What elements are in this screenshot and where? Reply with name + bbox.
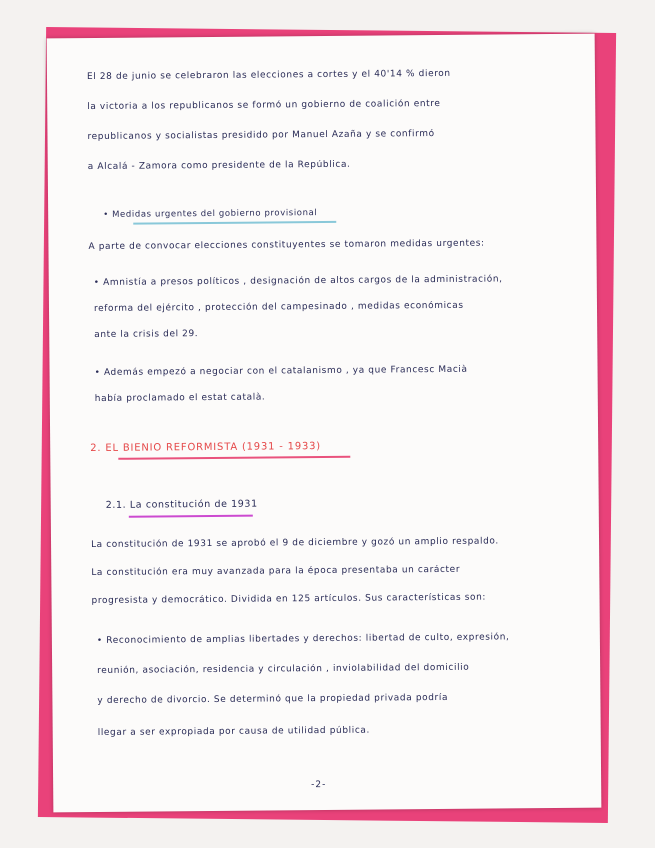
medidas-bullet2-line: había proclamado el estat català.	[94, 392, 266, 404]
medidas-intro: A parte de convocar elecciones constituyentes se tomaron medidas urgentes:	[88, 238, 485, 253]
constitucion-bullet-line: • Reconocimiento de amplias libertades y derechos: libertad de culto, expresión,	[96, 632, 510, 646]
intro-line: la victoria a los republicanos se formó un gobierno de coalición entre	[87, 98, 441, 113]
subheading-medidas: • Medidas urgentes del gobierno provisional	[103, 208, 318, 220]
constitucion-bullet-line: reunión, asociación, residencia y circulación , inviolabilidad del domicilio	[97, 662, 470, 676]
constitucion-bullet-line: y derecho de divorcio. Se determinó que la propiedad privada podría	[97, 692, 449, 706]
medidas-bullet1-line: • Amnistía a presos políticos , designación de altos cargos de la administración,	[93, 274, 503, 289]
constitucion-line: La constitución de 1931 se aprobó el 9 de diciembre y gozó un amplio respaldo.	[91, 536, 499, 551]
constitucion-line: La constitución era muy avanzada para la época presentaba un carácter	[91, 564, 461, 579]
constitucion-bullet-line: llegar a ser expropiada por causa de utilidad pública.	[97, 725, 370, 738]
subheading-underline	[133, 221, 336, 225]
section-heading-bienio: 2. EL BIENIO REFORMISTA (1931 - 1933)	[90, 441, 322, 455]
intro-line: republicanos y socialistas presidido por Manuel Azaña y se confirmó	[87, 129, 435, 143]
intro-line: a Alcalá - Zamora como presidente de la República.	[87, 159, 351, 173]
medidas-bullet1-line: reforma del ejército , protección del campesinado , medidas económicas	[93, 300, 464, 315]
page-number: -2-	[311, 779, 327, 791]
medidas-bullet2-line: • Además empezó a negociar con el catalanismo , ya que Francesc Macià	[94, 364, 468, 379]
intro-line: El 28 de junio se celebraron las elecciones a cortes y el 40'14 % dieron	[86, 68, 451, 83]
notebook-page	[47, 34, 602, 813]
section-subheading-underline	[129, 515, 253, 518]
medidas-bullet1-line: ante la crisis del 29.	[94, 329, 199, 341]
constitucion-line: progresista y democrático. Dividida en 125 artículos. Sus características son:	[91, 592, 487, 607]
section-heading-underline	[118, 456, 350, 460]
section-heading-constitucion: 2.1. La constitución de 1931	[105, 498, 258, 511]
